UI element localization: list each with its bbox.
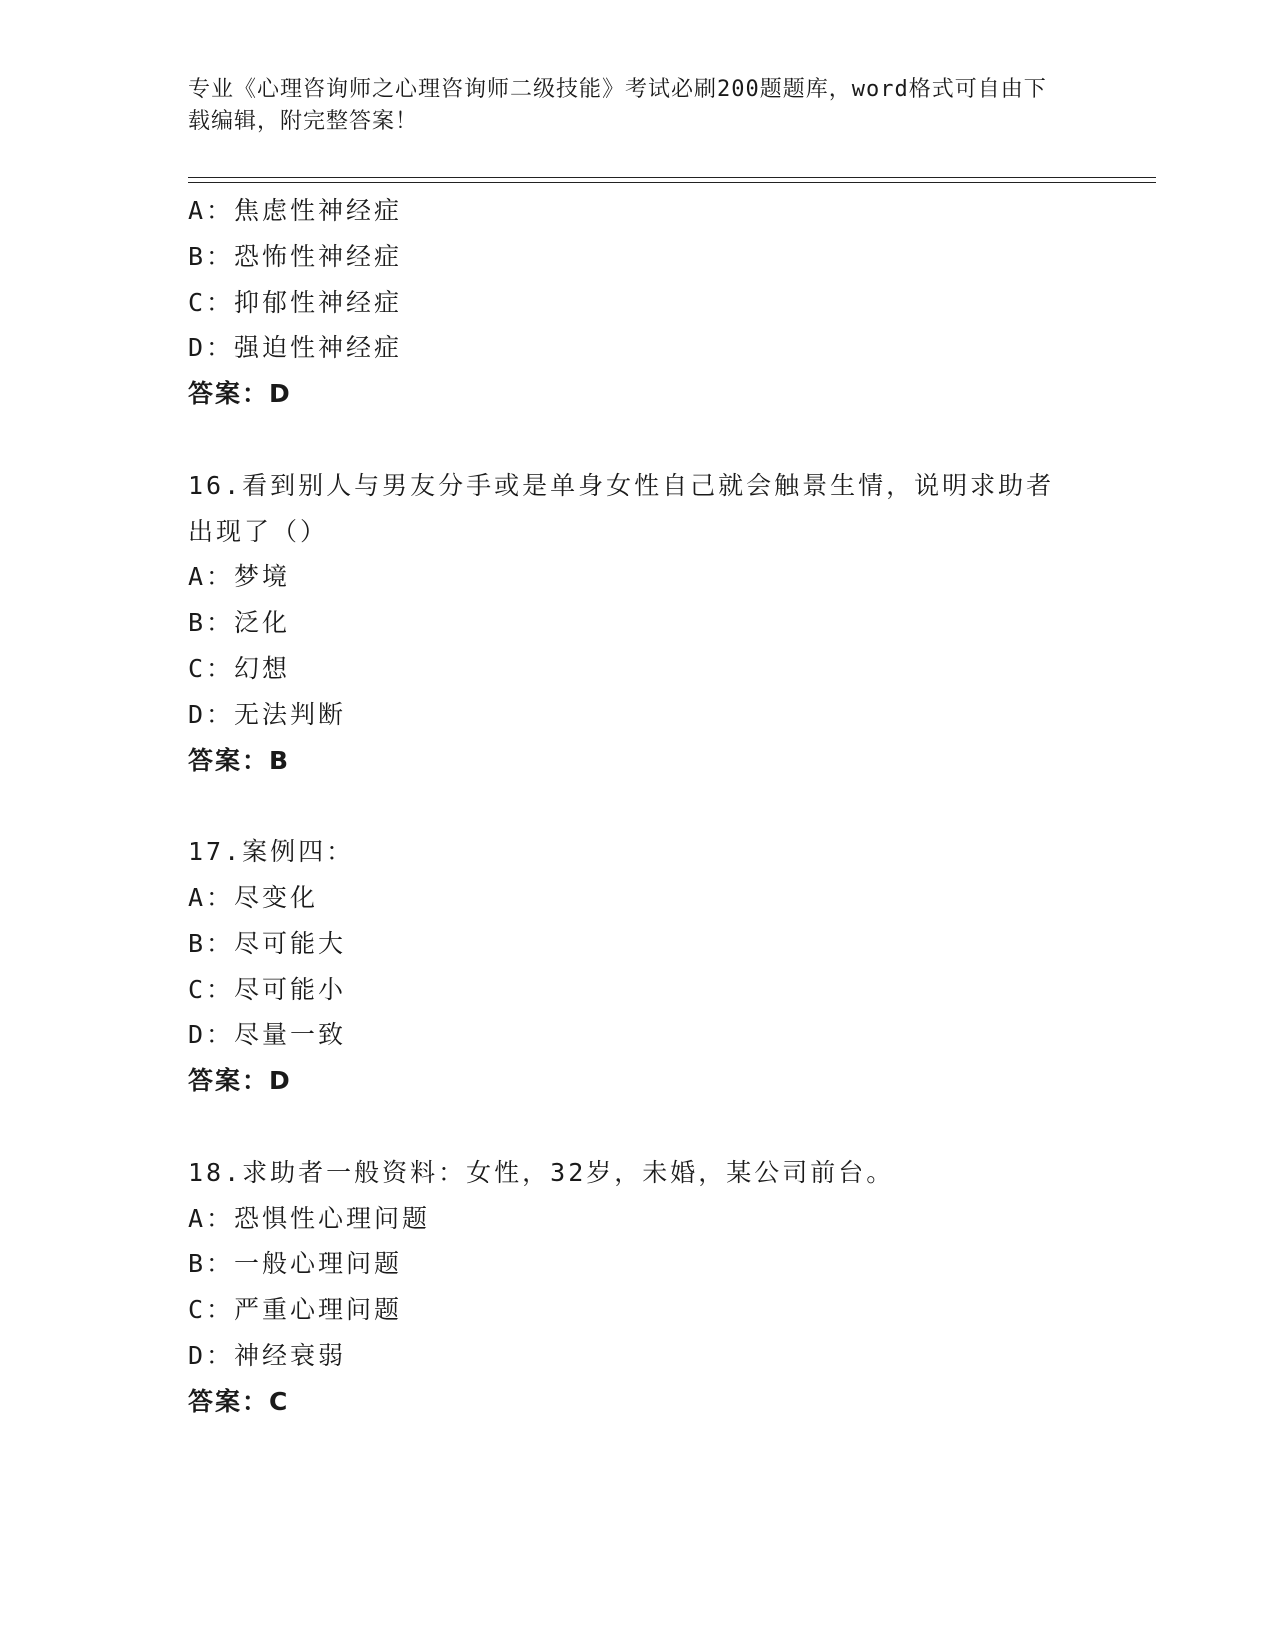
option-d: D：神经衰弱 xyxy=(188,1340,347,1370)
option-c: C：严重心理问题 xyxy=(188,1295,403,1325)
option-b: B：一般心理问题 xyxy=(188,1249,403,1279)
option-d: D：尽量一致 xyxy=(188,1020,347,1050)
header-divider-bottom xyxy=(188,182,1156,183)
document-intro: 专业《心理咨询师之心理咨询师二级技能》考试必刷200题题库，word格式可自由下载编辑，附完整答案！ xyxy=(188,77,1047,134)
answer-line: 答案：D xyxy=(188,1066,292,1096)
option-b: B：恐怖性神经症 xyxy=(188,241,403,271)
answer-line: 答案：D xyxy=(188,379,292,409)
question-block xyxy=(188,463,1088,784)
question-block xyxy=(188,1150,1088,1425)
option-d: D：强迫性神经症 xyxy=(188,333,403,363)
question-stem: 18.求助者一般资料：女性，32岁，未婚，某公司前台。 xyxy=(188,1157,895,1187)
option-c: C：抑郁性神经症 xyxy=(188,287,403,317)
question-stem: 16.看到别人与男友分手或是单身女性自己就会触景生情，说明求助者出现了（） xyxy=(188,470,1055,546)
header-divider-top xyxy=(188,177,1156,178)
answer-line: 答案：C xyxy=(188,1386,290,1416)
option-b: B：泛化 xyxy=(188,608,291,638)
answer-line: 答案：B xyxy=(188,745,291,775)
option-a: A：尽变化 xyxy=(188,882,319,912)
question-block xyxy=(188,188,1088,417)
option-a: A：恐惧性心理问题 xyxy=(188,1203,431,1233)
option-c: C：幻想 xyxy=(188,653,291,683)
option-a: A：焦虑性神经症 xyxy=(188,196,403,225)
option-c: C：尽可能小 xyxy=(188,974,347,1004)
option-b: B：尽可能大 xyxy=(188,928,347,958)
question-block xyxy=(188,829,1088,1104)
question-list xyxy=(188,188,1088,1425)
option-a: A：梦境 xyxy=(188,562,291,592)
question-stem: 17.案例四： xyxy=(188,837,355,867)
option-d: D：无法判断 xyxy=(188,699,347,729)
